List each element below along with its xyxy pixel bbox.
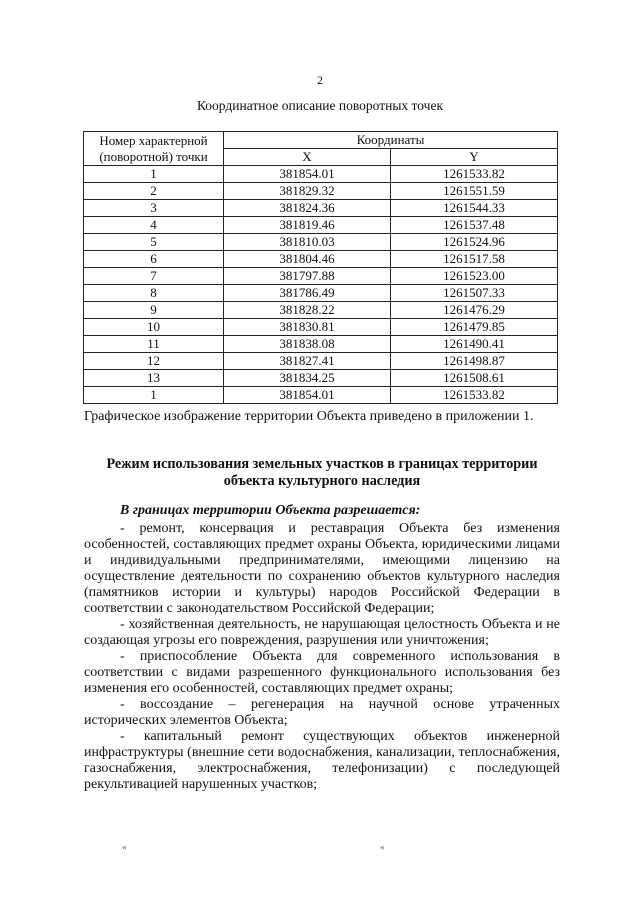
x-value: 381824.36 [224, 200, 391, 217]
permitted-activities-list [84, 521, 560, 793]
table-row [84, 302, 558, 319]
bottom-mark-left: « [122, 842, 127, 852]
x-value: 381830.81 [224, 319, 391, 336]
y-value: 1261490.41 [391, 336, 558, 353]
table-row [84, 353, 558, 370]
table-row [84, 217, 558, 234]
header-point-number: Номер характерной (поворотной) точки [84, 132, 224, 166]
y-value: 1261523.00 [391, 268, 558, 285]
y-value: 1261479.85 [391, 319, 558, 336]
bottom-mark-right: « [380, 842, 385, 852]
y-value: 1261476.29 [391, 302, 558, 319]
y-value: 1261544.33 [391, 200, 558, 217]
list-item: - хозяйственная деятельность, не нарушающая целостность Объекта и не создающая угрозы его повреждения, разрушения или уничтожения; [84, 617, 560, 648]
section-heading: Режим использования земельных участков в границах территории объекта культурного наследия [106, 456, 538, 489]
x-value: 381819.46 [224, 217, 391, 234]
point-number: 5 [84, 234, 224, 251]
list-item: - приспособление Объекта для современного использования в соответствии с видами разрешенного функционального использования без изменения его особенностей, составляющих предмет охраны; [84, 649, 560, 696]
table-row [84, 336, 558, 353]
header-y: Y [391, 149, 558, 166]
point-number: 11 [84, 336, 224, 353]
subheading: В границах территории Объекта разрешается: [120, 503, 421, 518]
point-number: 4 [84, 217, 224, 234]
table-row [84, 183, 558, 200]
header-x: X [224, 149, 391, 166]
list-item: - капитальный ремонт существующих объектов инженерной инфраструктуры (внешние сети водоснабжения, канализации, теплоснабжения, газоснабжения, электроснабжения, телефонизации) с последующей рекультивацией нарушенных участков; [84, 729, 560, 792]
y-value: 1261517.58 [391, 251, 558, 268]
x-value: 381829.32 [224, 183, 391, 200]
y-value: 1261507.33 [391, 285, 558, 302]
table-row [84, 285, 558, 302]
point-number: 1 [84, 166, 224, 183]
table-row [84, 251, 558, 268]
point-number: 8 [84, 285, 224, 302]
x-value: 381797.88 [224, 268, 391, 285]
point-number: 2 [84, 183, 224, 200]
page-number: 2 [317, 73, 323, 87]
x-value: 381810.03 [224, 234, 391, 251]
x-value: 381854.01 [224, 166, 391, 183]
point-number: 1 [84, 387, 224, 404]
x-value: 381834.25 [224, 370, 391, 387]
header-coordinates: Координаты [224, 132, 558, 149]
y-value: 1261537.48 [391, 217, 558, 234]
point-number: 13 [84, 370, 224, 387]
list-item: - ремонт, консервация и реставрация Объекта без изменения особенностей, составляющих предмет охраны Объекта, юридическими лицами и индивидуальными предпринимателями, имеющими лицензию на осуществление деятельности по сохранению объектов культурного наследия (памятников истории и культуры) народов Российской Федерации в соответствии с законодательством Российской Федерации; [84, 521, 560, 616]
y-value: 1261533.82 [391, 166, 558, 183]
x-value: 381854.01 [224, 387, 391, 404]
graphic-note: Графическое изображение территории Объекта приведено в приложении 1. [84, 409, 534, 424]
point-number: 12 [84, 353, 224, 370]
x-value: 381827.41 [224, 353, 391, 370]
y-value: 1261508.61 [391, 370, 558, 387]
point-number: 6 [84, 251, 224, 268]
x-value: 381786.49 [224, 285, 391, 302]
x-value: 381828.22 [224, 302, 391, 319]
point-number: 10 [84, 319, 224, 336]
y-value: 1261498.87 [391, 353, 558, 370]
table-row [84, 387, 558, 404]
point-number: 7 [84, 268, 224, 285]
table-row [84, 370, 558, 387]
table-row [84, 319, 558, 336]
table-row [84, 234, 558, 251]
table-row [84, 200, 558, 217]
table-row [84, 166, 558, 183]
x-value: 381838.08 [224, 336, 391, 353]
coordinates-table [83, 131, 558, 404]
point-number: 9 [84, 302, 224, 319]
list-item: - воссоздание – регенерация на научной основе утраченных исторических элементов Объекта; [84, 697, 560, 728]
y-value: 1261533.82 [391, 387, 558, 404]
table-row [84, 268, 558, 285]
point-number: 3 [84, 200, 224, 217]
table-caption: Координатное описание поворотных точек [196, 98, 444, 113]
x-value: 381804.46 [224, 251, 391, 268]
y-value: 1261551.59 [391, 183, 558, 200]
y-value: 1261524.96 [391, 234, 558, 251]
